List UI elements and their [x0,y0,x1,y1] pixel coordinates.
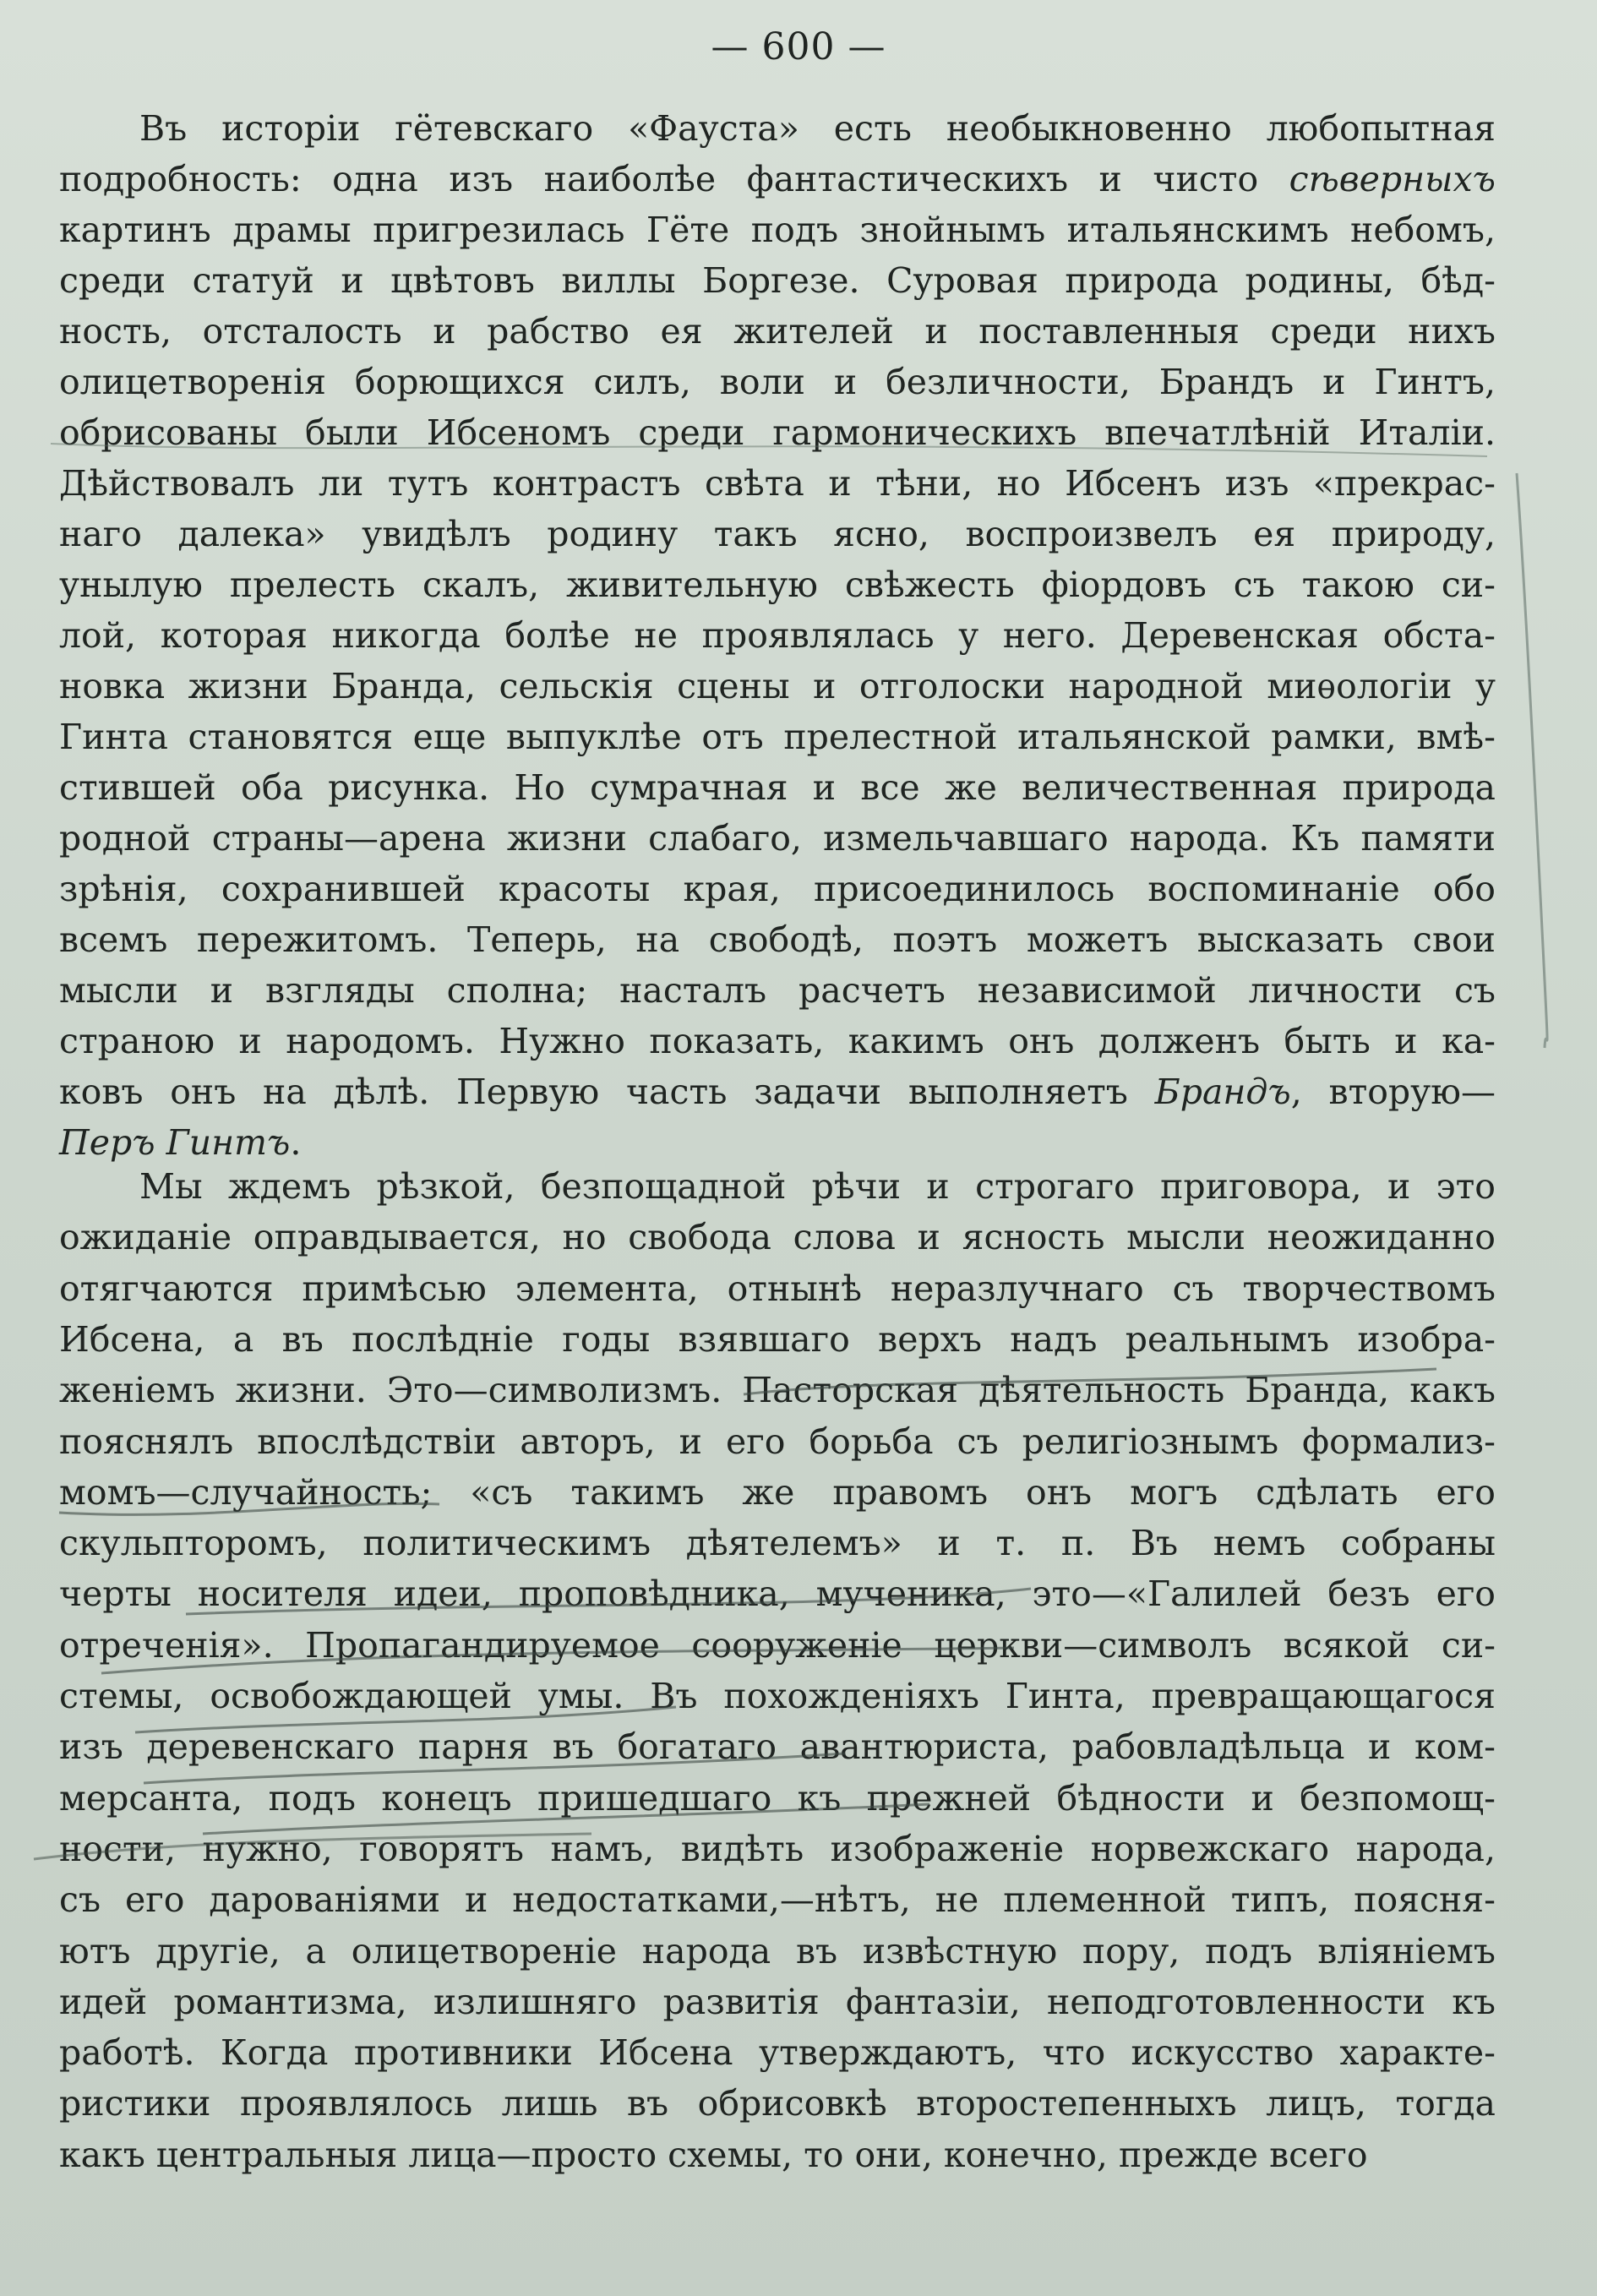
text-line: новка жизни Бранда, сельскія сцены и отголоски народной миѳологіи у [59,666,1496,706]
text-line: отягчаются примѣсью элемента, отнынѣ неразлучнаго съ творчествомъ [59,1268,1496,1309]
italic-title: Перъ Гинтъ [59,1122,291,1163]
text-line: стившей оба рисунка. Но сумрачная и все же величественная природа [59,767,1496,808]
text-line: женіемъ жизни. Это—символизмъ. Пасторская дѣятельность Бранда, какъ [59,1370,1496,1411]
text-line: родной страны—арена жизни слабаго, измельчавшаго народа. Къ памяти [59,818,1496,859]
text-line [59,152,1496,206]
text-line: Гинта становятся еще выпуклѣе отъ прелестной итальянской рамки, вмѣ- [59,717,1496,757]
text-line: Въ исторіи гётевскаго «Фауста» есть необыкновенно любопытная [139,108,1496,149]
text-segment: , вторую— [1290,1072,1496,1112]
text-line: обрисованы были Ибсеномъ среди гармоническихъ впечатлѣній Италіи. [59,412,1496,453]
text-line: ности, нужно, говорятъ намъ, видѣть изображеніе норвежскаго народа, [59,1828,1496,1869]
text-line: Мы ждемъ рѣзкой, безпощадной рѣчи и строгаго приговора, и это [139,1166,1496,1207]
text-line: какъ центральныя лица—просто схемы, то они, конечно, прежде всего [59,2134,1368,2175]
text-segment: . [290,1122,302,1163]
text-line: съ его дарованіями и недостатками,—нѣтъ, не племенной типъ, поясня- [59,1879,1496,1921]
text-line: скульпторомъ, политическимъ дѣятелемъ» и т. п. Въ немъ собраны [59,1523,1496,1564]
text-line: картинъ драмы пригрезилась Гёте подъ знойнымъ итальянскимъ небомъ, [59,210,1496,250]
text-line: отреченія». Пропагандируемое сооруженіе церкви—символъ всякой си- [59,1624,1496,1666]
text-line: наго далека» увидѣлъ родину такъ ясно, воспроизвелъ ея природу, [59,514,1496,554]
text-line: момъ—случайность; «съ такимъ же правомъ онъ могъ сдѣлать его [59,1471,1496,1513]
text-line: всемъ пережитомъ. Теперь, на свободѣ, поэтъ можетъ высказать свои [59,919,1496,960]
text-line: унылую прелесть скалъ, живительную свѣжесть фіордовъ съ такою си- [59,564,1496,605]
italic-title: сѣверныхъ [1289,159,1496,199]
text-segment: ковъ онъ на дѣлѣ. Первую часть задачи выполняетъ [59,1072,1155,1112]
text-line: стемы, освобождающей умы. Въ похожденіяхъ Гинта, превращающагося [59,1676,1496,1716]
text-line: пояснялъ впослѣдствіи авторъ, и его борьба съ религіознымъ формализ- [59,1421,1496,1462]
margin-pencil-line-icon [1517,473,1547,1048]
text-line: мерсанта, подъ конецъ пришедшаго къ прежней бѣдности и безпомощ- [59,1777,1496,1819]
page-number: — 600 — [711,25,886,68]
text-line: страною и народомъ. Нужно показать, какимъ онъ долженъ быть и ка- [59,1021,1496,1061]
text-line: среди статуй и цвѣтовъ виллы Боргезе. Суровая природа родины, бѣд- [59,260,1496,301]
text-line: мысли и взгляды сполна; насталъ расчетъ независимой личности съ [59,970,1496,1011]
text-line: ность, отсталость и рабство ея жителей и поставленныя среди нихъ [59,311,1496,352]
text-line: работѣ. Когда противники Ибсена утверждаютъ, что искусство характе- [59,2032,1496,2074]
text-line [59,1065,1496,1119]
text-line: ожиданіе оправдывается, но свобода слова и ясность мысли неожиданно [59,1217,1496,1258]
text-line: лой, которая никогда болѣе не проявлялась у него. Деревенская обста- [59,615,1496,656]
text-line: Ибсена, а въ послѣдніе годы взявшаго верхъ надъ реальнымъ изобра- [59,1318,1496,1360]
text-line: Дѣйствовалъ ли тутъ контрастъ свѣта и тѣни, но Ибсенъ изъ «прекрас- [59,463,1496,504]
text-line: черты носителя идеи, проповѣдника, мученика, это—«Галилей безъ его [59,1573,1496,1615]
text-line: ристики проявлялось лишь въ обрисовкѣ второстепенныхъ лицъ, тогда [59,2083,1496,2124]
text-line: зрѣнія, сохранившей красоты края, присоединилось воспоминаніе обо [59,869,1496,909]
text-line: ютъ другіе, а олицетвореніе народа въ извѣстную пору, подъ вліяніемъ [59,1930,1496,1972]
italic-title: Брандъ [1154,1072,1291,1112]
text-line: изъ деревенскаго парня въ богатаго авантюриста, рабовладѣльца и ком- [59,1726,1496,1768]
text-line: идей романтизма, излишняго развитія фантазіи, неподготовленности къ [59,1981,1496,2022]
text-line: олицетворенія борющихся силъ, воли и безличности, Брандъ и Гинтъ, [59,362,1496,402]
text-segment: подробность: одна изъ наиболѣе фантастическихъ и чисто [59,159,1289,199]
